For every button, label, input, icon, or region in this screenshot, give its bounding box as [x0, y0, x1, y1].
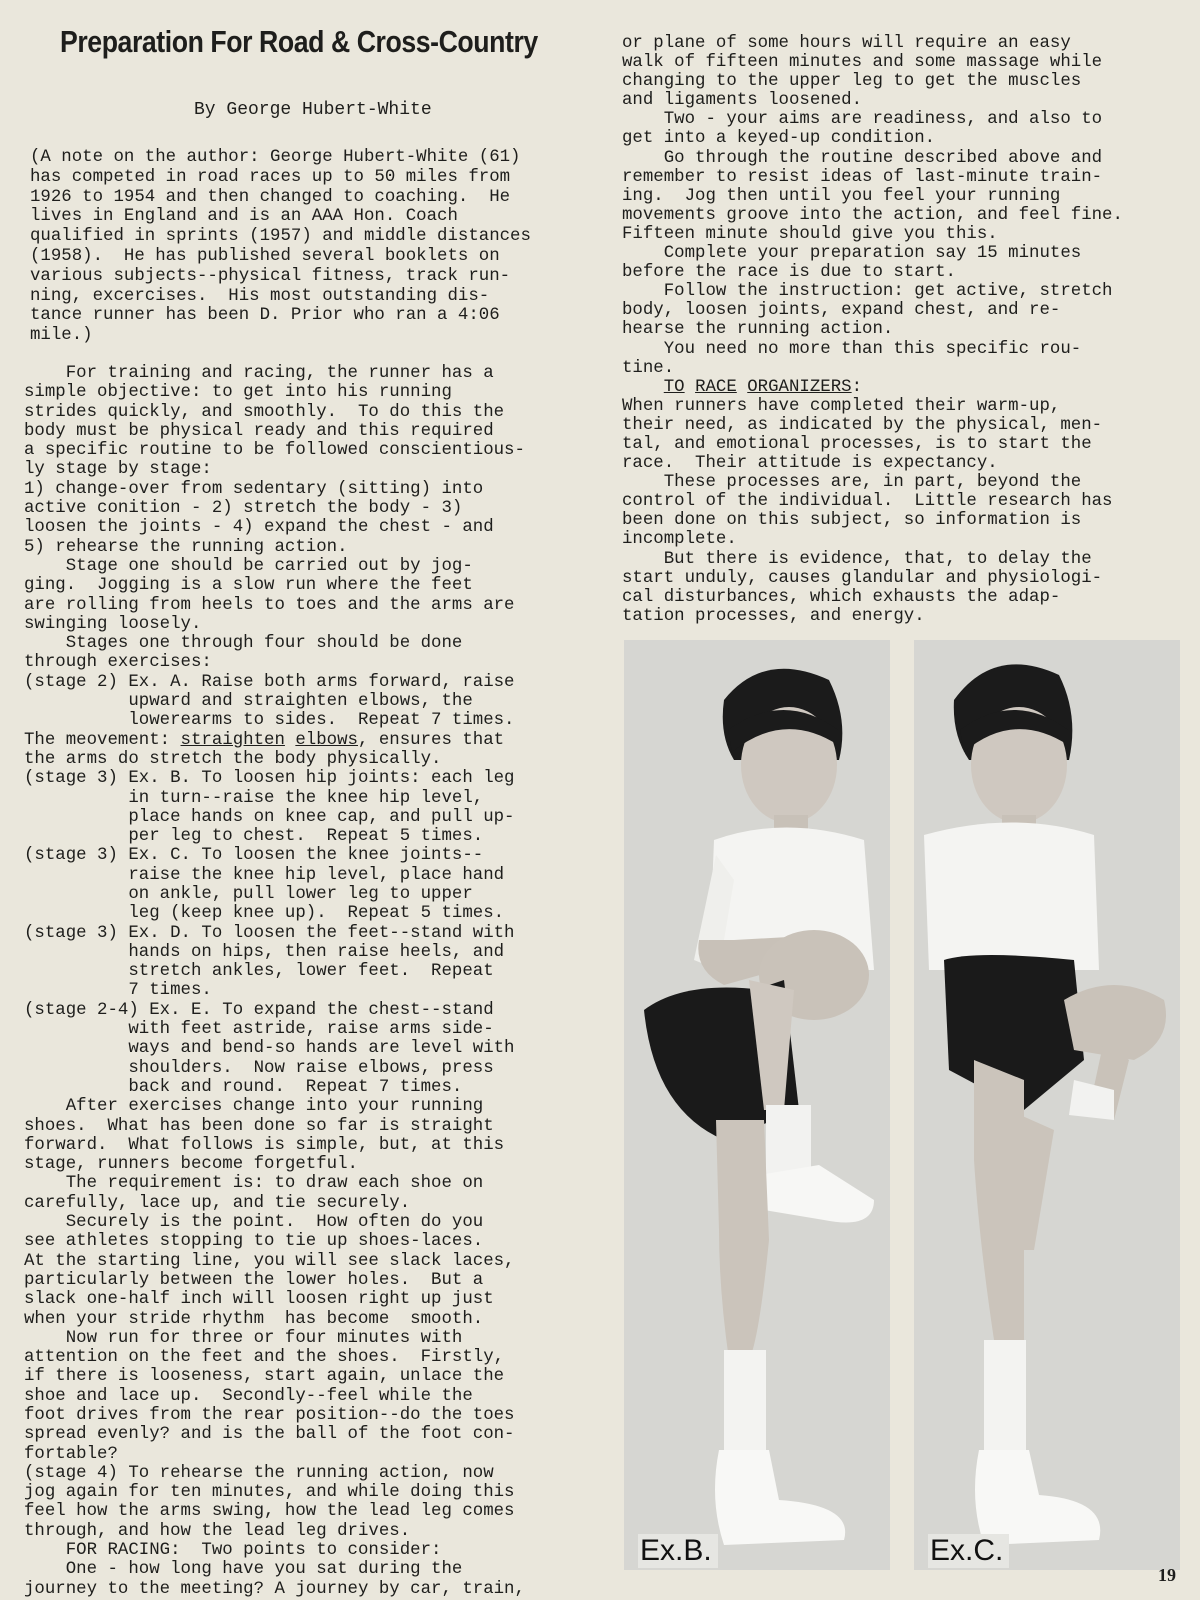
movement-underline-2: elbows — [295, 730, 358, 750]
right-body-part-2: When runners have completed their warm-up, their need, as indicated by the physical, men- tal, and emotional processes, is to start the race. Their attitude is expectancy. These processes are, in part, beyond the control of the individual. Little research has been done on this subject, so information is incomplete. But there is evidence, that, to delay the start unduly, causes glandular and physiologi- cal disturbances, which exhausts the adap- tation processes, and energy. — [622, 396, 1113, 626]
right-column — [622, 34, 1174, 626]
boy-hip-stretch-figure — [624, 640, 890, 1570]
exercise-photos — [624, 640, 1186, 1570]
left-body-text — [24, 364, 584, 1599]
movement-intro: The meovement: — [24, 730, 181, 750]
photo-label-ex-b: Ex.B. — [638, 1534, 718, 1568]
right-body-text — [622, 34, 1174, 626]
movement-rest: , ensures that the arms do stretch the body physically. — [24, 730, 505, 769]
organizers-colon: : — [851, 377, 863, 397]
right-body-part-1: or plane of some hours will require an easy walk of fifteen minutes and some massage while changing to the upper leg to get the muscles and ligaments loosened. Two - your aims are readiness, and also to get into a keyed-up condition. Go through the routine described above and remember to resist ideas of last-minute train- ing. Jog then until you feel your running movements groove into the action, and feel fine. Fifteen minute should give you this. Complete your preparation say 15 minutes before the race is due to start. Follow the instruction: get active, stretch body, loosen joints, expand chest, and re- hearse the running action. You need no more than this specific rou- tine. — [622, 34, 1123, 378]
photo-label-ex-c: Ex.C. — [928, 1534, 1009, 1568]
page-number: 19 — [1158, 1565, 1176, 1585]
photo-exercise-b — [624, 640, 890, 1570]
photo-exercise-c — [914, 640, 1180, 1570]
organizers-word-2: RACE — [695, 377, 737, 397]
article-title: Preparation For Road & Cross-Country — [60, 24, 538, 59]
left-body-part-1: For training and racing, the runner has a simple objective: to get into his running strides quickly, and smoothly. To do this the body must be physical ready and this required a specific routine to be followed conscientious- ly stage by stage: 1) change-over from sedentary (sitting) into active conition - 2) stretch the body - 3) loosen the joints - 4) expand the chest - and 5) rehearse the running action. Stage one should be carried out by jog- ging. Jogging is a slow run where the feet are rolling from heels to toes and the arms are swinging loosely. Stages one through four should be done through exercises: (stage 2) Ex. A. Raise both arms forward, raise upward and straighten elbows, the lowerearms to sides. Repeat 7 times. — [24, 363, 525, 731]
organizers-word-1: TO — [663, 377, 685, 397]
left-body-part-2: (stage 3) Ex. B. To loosen hip joints: each leg in turn--raise the knee hip level, place hands on knee cap, and pull up- per leg to chest. Repeat 5 times. (stage 3) Ex. C. To loosen the knee joints-- raise the knee hip level, place hand on ankle, pull lower leg to upper leg (keep knee up). Repeat 5 times. (stage 3) Ex. D. To loosen the feet--stand with hands on hips, then raise heels, and stretch ankles, lower feet. Repeat 7 times. (stage 2-4) Ex. E. To expand the chest--stand with feet astride, raise arms side- ways and bend-so hands are level with shoulders. Now raise elbows, press back and round. Repeat 7 times. After exercises change into your running shoes. What has been done so far is straight forward. What follows is simple, but, at this stage, runners become forgetful. The requirement is: to draw each shoe on carefully, lace up, and tie securely. Securely is the point. How often do you see athletes stopping to tie up shoes-laces. At the starting line, you will see slack laces, particularly between the lower holes. But a slack one-half inch will loosen right up just when your stride rhythm has become smooth. Now run for three or four minutes with attention on the feet and the shoes. Firstly, if there is looseness, start again, unlace the shoe and lace up. Secondly--feel while the foot drives from the rear position--do the toes spread evenly? and is the ball of the foot con- fortable? (stage 4) To rehearse the running action, now jog again for ten minutes, and while doing this feel how the arms swing, how the lead leg comes through, and how the lead leg drives. FOR RACING: Two points to consider: One - how long have you sat during the journey to the meeting? A journey by car, train, — [24, 769, 525, 1599]
boy-knee-stretch-figure — [914, 640, 1180, 1570]
left-column — [24, 20, 584, 1599]
movement-underline-1: straighten — [180, 730, 285, 750]
author-note: (A note on the author: George Hubert-White (61) has competed in road races up to 50 miles from 1926 to 1954 and then changed to coaching. He lives in England and is an AAA Hon. Coach qualified in sprints (1957) and middle distances (1958). He has published several booklets on various subjects--physical fitness, track run- ning, excercises. His most outstanding dis- tance runner has been D. Prior who ran a 4:06 mile.) — [30, 148, 531, 346]
article-byline: By George Hubert-White — [194, 100, 432, 120]
organizers-word-3: ORGANIZERS — [747, 377, 852, 397]
